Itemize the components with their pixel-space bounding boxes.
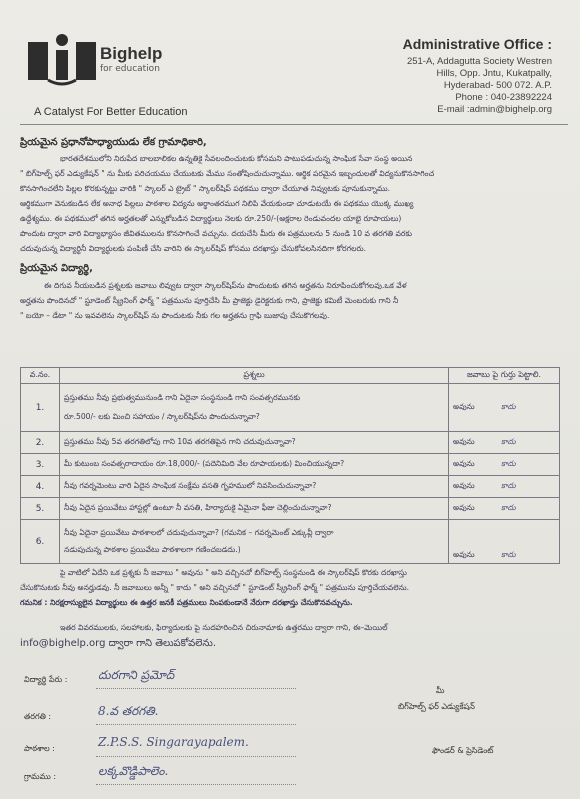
address-line: Hills, Opp. Jntu, Kukatpally, bbox=[436, 68, 552, 79]
answer-cell bbox=[449, 520, 560, 564]
body-line: ఈ దిగువ నీయబడిన ప్రశ్నలకు జవాబు లివ్వుట ద్వారా స్కాలర్‌షిప్‌ను పొందుటకు తగిన అర్హతను నిరూపించుకోగలవు.ఒక వేళ bbox=[44, 281, 407, 290]
answer-cell bbox=[449, 432, 560, 454]
yes-option[interactable]: అవును bbox=[453, 402, 475, 411]
field-underline bbox=[96, 784, 296, 785]
class-label: తరగతి : bbox=[24, 712, 52, 721]
body-line: " బిగ్‌హెల్ప్ ఫర్ ఎడ్యుకేషన్ " ను మీకు పరిచయము చేయుటకు మేము సంతోషించుచున్నాము. ఆర్థిక పరమైన ఇబ్బందులతో విద్యనుకొనసాగించ bbox=[20, 169, 435, 178]
yes-option[interactable]: అవును bbox=[453, 481, 475, 490]
table-header-row bbox=[21, 368, 560, 384]
column-header: జవాబు పై గుర్తు పెట్టాలి. bbox=[449, 368, 560, 384]
table-row bbox=[21, 498, 560, 520]
column-header: వ.నం. bbox=[21, 368, 60, 384]
no-option[interactable]: కాదు bbox=[501, 402, 516, 411]
table-row bbox=[21, 384, 560, 432]
no-option[interactable]: కాదు bbox=[501, 550, 516, 559]
question-text: మీ కుటుంబ సంవత్సరాదాయం రూ.18,000/- (పదెనిమిది వేల రూపాయలకు) మించియున్నదా? bbox=[60, 454, 449, 476]
answer-cell bbox=[449, 384, 560, 432]
school-value[interactable]: Z.P.S.S. Singarayapalem. bbox=[98, 735, 249, 749]
question-number: 1. bbox=[21, 384, 60, 432]
body-line: ఉద్దేశ్యము. ఈ పథకములో తగిన అర్హతలతో ఎన్నుకోబడిన విద్యార్థులు నెలకు రూ.250/-(అక్షరాల రెండువందల యాభై రూపాయలు) bbox=[20, 214, 402, 223]
village-value[interactable]: లక్కవొడ్డిపాలెం. bbox=[98, 764, 169, 778]
no-option[interactable]: కాదు bbox=[501, 503, 516, 512]
brand-name: Bighelp bbox=[100, 44, 163, 63]
question-number: 4. bbox=[21, 476, 60, 498]
signature-org: బిగ్‌హెల్ప్ ఫర్ ఎడ్యుకేషన్ bbox=[398, 702, 475, 711]
body-line: చదువుచున్న విద్యార్థినీ విద్యార్థులకు పంపిణీ చేసి వారిని ఈ స్కాలర్‌షిప్ కోసము దరఖాస్తు చేసుకోవలసినదిగా కోరగలరు. bbox=[20, 244, 366, 253]
body-line: " బయో – డేటా " ను ఇవవలెను స్కాలర్‌షిప్ ను పొందుటకు నీకు గల అర్హతను గ్రాఫి బుజాపు చేసుకొగలవు. bbox=[20, 311, 330, 320]
body-line: ఆర్థికముగా వెనుకబడిన లేక అనాధ పిల్లలు పాఠశాల విద్యను అర్థాంతరముగ నిలిపి వేయకుండా చూడుటయే ఈ పథకము యొక్క ముఖ్య bbox=[20, 199, 414, 208]
question-text: ప్రస్తుతము నీవు 5వ తరగతిలోపు గాని 10వ తరగతిపైన గాని చదువుచున్నావా? bbox=[60, 432, 449, 454]
brand-subtitle: for education bbox=[100, 64, 160, 74]
village-label: గ్రామము : bbox=[24, 772, 57, 781]
address-line: 251-A, Addagutta Society Westren bbox=[406, 56, 552, 67]
question-number: 2. bbox=[21, 432, 60, 454]
office-title: Administrative Office : bbox=[402, 36, 552, 52]
question-line: రూ.500/- లకు మించి సహాయం / స్కాలర్‌షిప్‌ను పొందుచున్నావా? bbox=[64, 411, 260, 421]
salutation-student: ప్రియమైన విద్యార్థి, bbox=[20, 263, 93, 274]
question-text: నీవు గవర్నమెంటు వారి ఏదైన సాంఘిక సంక్షేమ వసతి గృహములో నివసించుచున్నావా? bbox=[60, 476, 449, 498]
question-line: నడుపుచున్న పాఠశాల ప్రయివేటు పాఠశాలగా గణించబడదు.) bbox=[64, 544, 241, 554]
school-label: పాఠశాల : bbox=[24, 744, 55, 753]
yes-option[interactable]: అవును bbox=[453, 503, 475, 512]
question-text: నీవు ఏదైన ప్రయివేటు హాస్టల్లో ఉంటూ నీ వసతి, హిర్యాదుకై ఏమైనా ఫీజు చెల్లించుచున్నావా? bbox=[60, 498, 449, 520]
note-line: పై వాటిలో ఏదేని ఒక ప్రశ్నకు నీ జవాబు " అవును " అని వచ్చినచో బిగ్‌హెల్ప్ సంస్థనుండి ఈ స్కాలర్‌షిప్ కొరకు దరఖాస్తు bbox=[60, 568, 407, 577]
question-line: నీవు ఏదైనా ప్రయివేటు పాఠశాలలో చదువుచున్నావా? (గమనిక – గవర్నమెంట్ ఎక్కువ్లీ ద్వారా bbox=[64, 527, 334, 537]
column-header: ప్రశ్నలు bbox=[60, 368, 449, 384]
signature-title: ఫౌండర్ & ప్రెసిడెంట్ bbox=[432, 746, 494, 755]
table-row bbox=[21, 454, 560, 476]
eligibility-table bbox=[20, 367, 560, 564]
table-row bbox=[21, 520, 560, 564]
address-line: Hyderabad- 500 072. A.P. bbox=[443, 80, 552, 91]
table-row bbox=[21, 476, 560, 498]
contact-line: info@bighelp.org ద్వారా గాని తెలుపకోవలెను. bbox=[20, 638, 216, 649]
answer-cell bbox=[449, 454, 560, 476]
yes-option[interactable]: అవును bbox=[453, 459, 475, 468]
salutation-headmaster: ప్రియమైన ప్రధానోపాధ్యాయుడు లేక గ్రామాధికారి, bbox=[20, 137, 207, 148]
yes-option[interactable]: అవును bbox=[453, 550, 475, 559]
answer-cell bbox=[449, 476, 560, 498]
note-line: గమనిక : నిరక్షరాస్యులైన విద్యార్థులు ఈ ఉత్తర జనకీ పత్రములు నింపకుండానే నేరుగా దరఖాస్తు చేసుకొనవచ్చును. bbox=[20, 598, 353, 607]
answer-cell bbox=[449, 498, 560, 520]
body-line: అర్హతను పొందినచో " స్టూడెంట్ స్క్రీనింగ్ ఫార్మ్ " పత్రమును పూర్తిచేసి మీ ప్రాజెక్టు డైరెక్టరుకు గాని, ప్రాజెక్టు కమిటీ మెంబరుకు గాని నీ bbox=[20, 296, 399, 305]
bighelp-logo-icon bbox=[26, 32, 98, 90]
phone-line: Phone : 040-23892224 bbox=[455, 92, 552, 103]
email-line: E-mail :admin@bighelp.org bbox=[437, 104, 552, 115]
table-row bbox=[21, 432, 560, 454]
no-option[interactable]: కాదు bbox=[501, 437, 516, 446]
body-line: భారతదేశములోని నిరుపేద బాలబాలికల ఉన్నతికై సేవలందించుటకు కోసమని పాటుపడుచున్న సాంఘిక సేవా సంస్థ అయిన bbox=[60, 154, 413, 163]
header-divider bbox=[20, 124, 568, 125]
question-number: 3. bbox=[21, 454, 60, 476]
yes-option[interactable]: అవును bbox=[453, 437, 475, 446]
tagline: A Catalyst For Better Education bbox=[34, 106, 188, 118]
question-number: 6. bbox=[21, 520, 60, 564]
question-line: ప్రస్తుతము నీవు ప్రభుత్వమునుండి గాని ఏదైనా సంస్థనుండి గాని సంవత్సరమునకు bbox=[64, 392, 301, 402]
question-number: 5. bbox=[21, 498, 60, 520]
field-underline bbox=[96, 688, 296, 689]
body-line: కొనసాగించలేని పిల్లల కొరకున్నట్టు వారికి " స్కాలర్ ఎ ట్రైబ్ " స్కాలర్‌షిప్ పథకము ద్వారా చేయూత నివ్వుటకు పూనుకున్నాము. bbox=[20, 184, 391, 193]
student-name-label: విద్యార్థి పేరు : bbox=[24, 675, 68, 684]
field-underline bbox=[96, 724, 296, 725]
class-value[interactable]: 8.వ తరగతి. bbox=[98, 704, 159, 718]
signature-line: మీ bbox=[436, 686, 445, 695]
note-line: చేసుకొనుటకు నీవు అనర్హుడవు. నీ జవాబులు అన్నీ " కాదు " అని వచ్చినచో " స్టూడెంట్ స్క్రీనింగ్ ఫార్మ్ " పత్రమును పూర్తిచేయవలెను. bbox=[20, 583, 410, 592]
question-text bbox=[60, 520, 449, 564]
body-line: పొందుట ద్వారా వారి విద్యాభ్యాసం జీవితములను కొనసాగించే వచ్చును. దయచేసి మీరు ఈ పత్రములను 5 నుండి 10 వ తరగతి వరకు bbox=[20, 229, 412, 238]
field-underline bbox=[96, 756, 296, 757]
no-option[interactable]: కాదు bbox=[501, 481, 516, 490]
student-name-value[interactable]: దురగాని ప్రమోద్ bbox=[98, 668, 175, 682]
question-text bbox=[60, 384, 449, 432]
no-option[interactable]: కాదు bbox=[501, 459, 516, 468]
contact-line: ఇతర వివరములకు, సలహాలకు, ఫిర్యాదులకు పై నుదహరించిన చిరునామాకు ఉత్తరము ద్వారా గాని, ఈ–మెయిల్ bbox=[60, 623, 388, 632]
